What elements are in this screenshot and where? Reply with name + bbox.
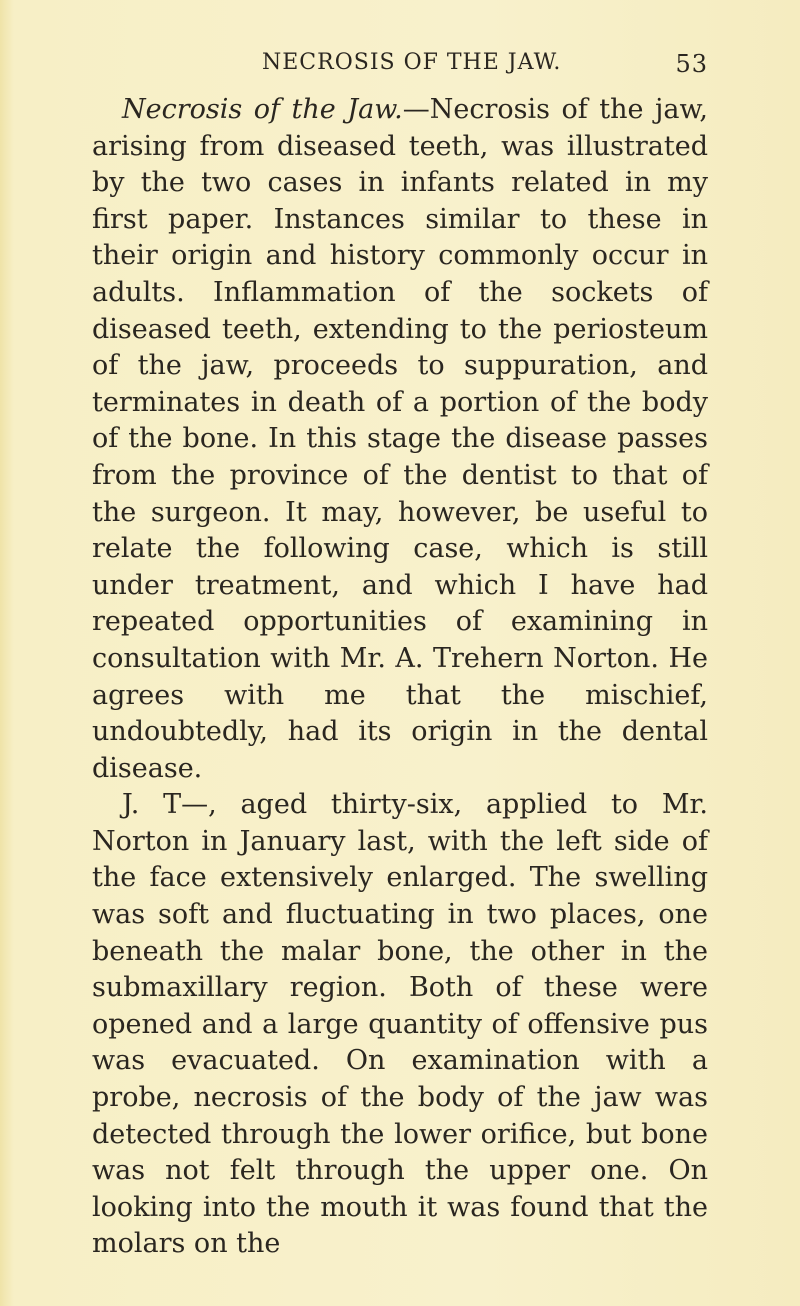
paragraph [92, 787, 708, 1263]
paragraph-text: —Necrosis of the jaw, arising from diseased teeth, was illustrated by the two cases in infants related in my first paper. Instances similar to these in their origin and history commonly occur in adults. Inflammation of the sockets of diseased teeth, extending to the periosteum of the jaw, proceeds to suppuration, and terminates in death of a portion of the body of the bone. In this stage the disease passes from the province of the dentist to that of the surgeon. It may, however, be useful to relate the following case, which is still under treatment, and which I have had repeated opportunities of examining in consultation with Mr. A. Trehern Norton. He agrees with me that the mischief, undoubtedly, had its origin in the dental disease. [92, 94, 708, 784]
page-number: 53 [675, 50, 708, 78]
paragraph [92, 92, 708, 787]
section-heading: Necrosis of the Jaw. [122, 94, 403, 125]
running-title: NECROSIS OF THE JAW. [262, 50, 562, 75]
body-text [92, 92, 708, 1263]
paragraph-text: J. T—, aged thirty-six, applied to Mr. Norton in January last, with the left side of the face extensively enlarged. The swelling was soft and fluctuating in two places, one beneath the malar bone, the other in the submaxillary region. Both of these were opened and a large quantity of offensive pus was evacuated. On examination with a probe, necrosis of the body of the jaw was detected through the lower orifice, but bone was not felt through the upper one. On looking into the mouth it was found that the molars on the [92, 789, 708, 1260]
page-header [262, 50, 708, 84]
